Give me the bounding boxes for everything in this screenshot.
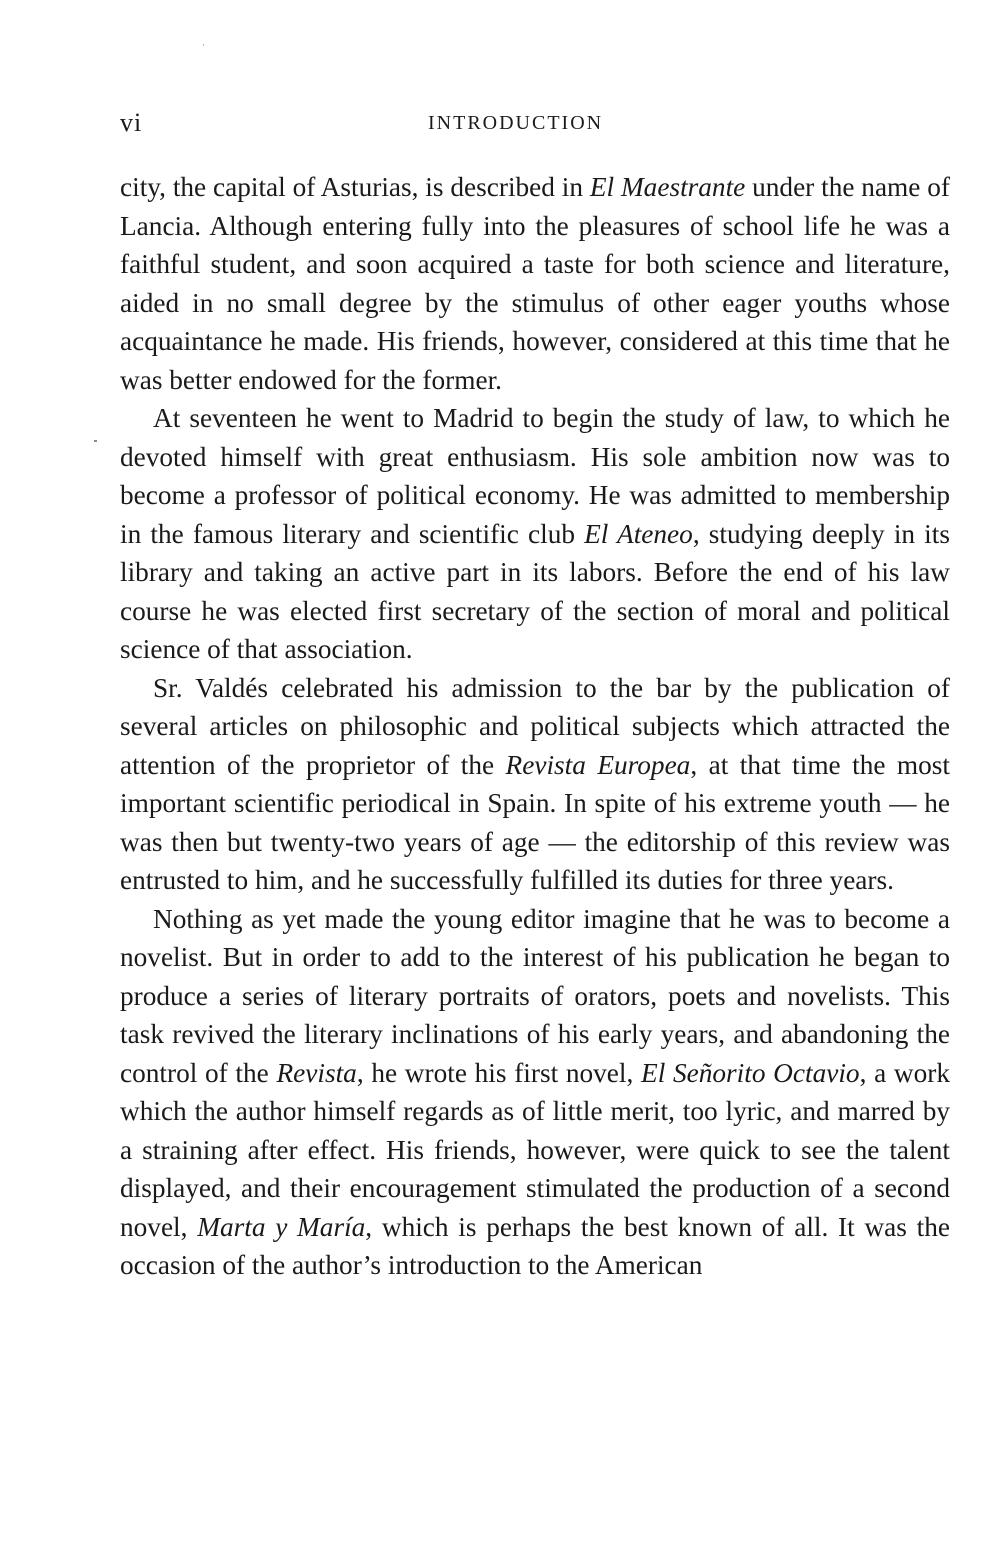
italic-title-el-senorito-octavio: El Señorito Octavio bbox=[641, 1057, 860, 1088]
text-segment: , studying deeply in its library and taking an active part in its labors. Before the end of his law course he was elected first secretary of the section of moral and political science of that association. bbox=[120, 518, 950, 664]
paragraph-3 bbox=[120, 669, 950, 900]
text-segment: under the name of Lancia. Although entering fully into the pleasures of school life he was a faithful student, and soon acquired a taste for both science and literature, aided in no small degree by the stimulus of other eager youths whose acquaintance he made. His friends, however, considered at this time that he was better endowed for the former. bbox=[120, 172, 950, 395]
text-segment: , he wrote his first novel, bbox=[356, 1057, 642, 1088]
paragraph-2 bbox=[120, 399, 950, 669]
italic-title-el-ateneo: El Ateneo bbox=[584, 518, 693, 549]
page-header bbox=[120, 108, 950, 144]
paragraph-1 bbox=[120, 168, 950, 399]
text-segment: Nothing as yet made the young editor imagine that he was to become a novelist. But in order to add to the interest of his publication he began to produce a series of literary portraits of orators, poets and novelists. This task revived the literary inclinations of his early years, and abandoning the control of the bbox=[120, 903, 950, 1088]
body-text bbox=[120, 168, 950, 1285]
text-segment: , which is perhaps the best known of all. It was the occasion of the author’s introduction to the American bbox=[120, 1211, 950, 1280]
running-head: INTRODUCTION bbox=[428, 112, 604, 134]
text-segment: At seventeen he went to Madrid to begin the study of law, to which he devoted himself with great enthusiasm. His sole ambition now was to become a professor of political economy. He was admitted to membership in the famous literary and scientific club bbox=[120, 403, 950, 549]
text-segment: , at that time the most important scientific periodical in Spain. In spite of his extreme youth — he was then but twenty-two years of age — the editorship of this review was entrusted to him, and he successfully fulfilled its duties for three years. bbox=[120, 749, 951, 895]
margin-mark bbox=[94, 440, 97, 442]
italic-title-marta-y-maria: Marta y María bbox=[197, 1211, 366, 1242]
italic-title-el-maestrante: El Maestrante bbox=[589, 172, 746, 202]
scan-speck bbox=[203, 44, 204, 46]
text-segment: , a work which the author himself regards as of little merit, too lyric, and marred by a straining after effect. His friends, however, were quick to see the talent displayed, and their encouragement stimulated the production of a second novel, bbox=[120, 1057, 950, 1242]
paragraph-4 bbox=[120, 900, 950, 1285]
book-page bbox=[120, 108, 950, 1285]
italic-title-revista: Revista bbox=[276, 1057, 357, 1088]
text-segment: city, the capital of Asturias, is described in bbox=[120, 172, 590, 202]
italic-title-revista-europea: Revista Europea bbox=[505, 749, 691, 780]
page-number: vi bbox=[120, 108, 143, 137]
text-segment: Sr. Valdés celebrated his admission to the bar by the publication of several articles on philosophic and political subjects which attracted the attention of the proprietor of the bbox=[120, 672, 950, 780]
